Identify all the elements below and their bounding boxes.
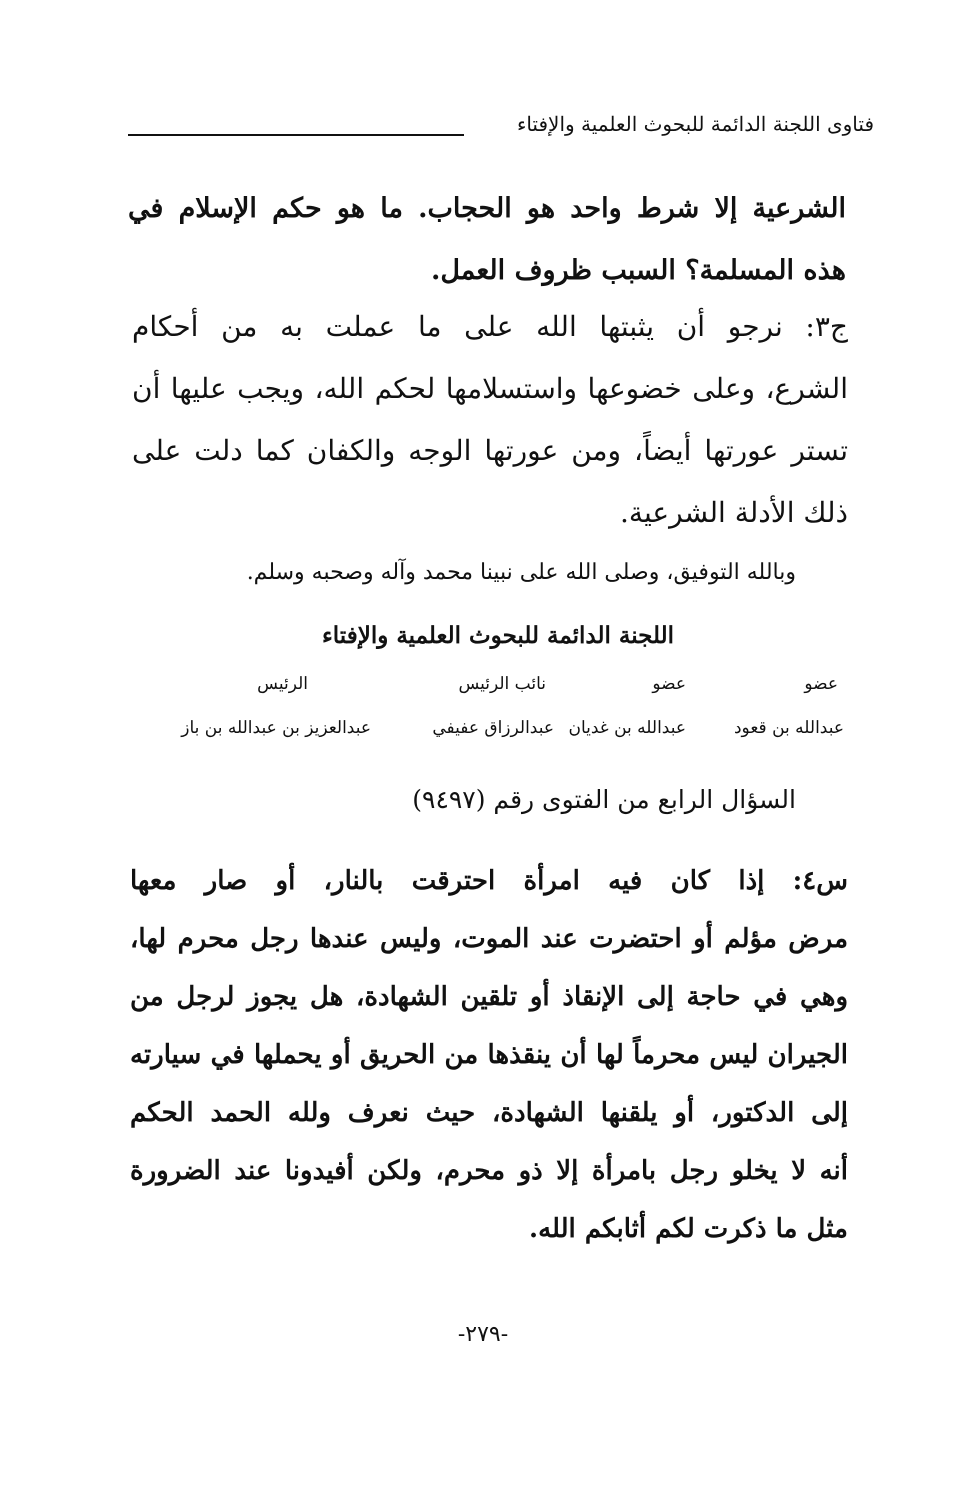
signatory-name: عبدالعزيز بن عبدالله بن باز	[181, 718, 371, 738]
fatwa-reference: السؤال الرابع من الفتوى رقم (٩٤٩٧)	[412, 785, 796, 814]
question-4	[130, 852, 848, 1258]
header-rule	[128, 134, 464, 136]
answer-line: الشرع، وعلى خضوعها واستسلامها لحكم الله، ويجب عليها أن	[132, 372, 848, 405]
question-line: أنه لا يخلو رجل بامرأة إلا ذو محرم، ولكن أفيدونا عند الضرورة	[130, 1156, 848, 1186]
committee-title: اللجنة الدائمة للبحوث العلمية والإفتاء	[321, 622, 675, 649]
question-line: وهي في حاجة إلى الإنقاذ أو تلقين الشهادة، هل يجوز لرجل من	[130, 982, 848, 1012]
signatory-name: عبدالله بن غديان	[568, 718, 686, 738]
header-title: فتاوى اللجنة الدائمة للبحوث العلمية والإفتاء	[516, 112, 874, 136]
page-number: -٢٧٩-	[457, 1322, 509, 1347]
question-line: الشرعية إلا شرط واحد هو الحجاب. ما هو حكم الإسلام في	[128, 193, 846, 224]
running-header	[128, 112, 874, 152]
question-line: هذه المسلمة؟ السبب ظروف العمل.	[430, 255, 846, 286]
signatory-name: عبدالرزاق عفيفي	[432, 718, 554, 738]
answer-line: تستر عورتها أيضاً، ومن عورتها الوجه والكفان كما دلت على	[132, 434, 848, 467]
question-line: مثل ما ذكرت لكم أثابكم الله.	[529, 1214, 848, 1244]
signatory-role: عضو	[804, 674, 838, 694]
question-line: س٤: إذا كان فيه امرأة احترقت بالنار، أو صار معها	[130, 866, 848, 896]
question-line: مرض مؤلم أو احتضرت عند الموت، وليس عندها رجل محرم لها،	[130, 924, 848, 954]
signatory-name: عبدالله بن قعود	[733, 718, 844, 738]
question-line: إلى الدكتور، أو يلقنها الشهادة، حيث نعرف ولله الحمد الحكم	[130, 1098, 848, 1128]
signatory-role: عضو	[652, 674, 686, 694]
answer-3	[132, 296, 848, 544]
answer-line: ذلك الأدلة الشرعية.	[620, 496, 848, 529]
closing-formula: وبالله التوفيق، وصلى الله على نبينا محمد وآله وصحبه وسلم.	[246, 560, 796, 585]
signatory-role: نائب الرئيس	[458, 674, 546, 694]
question-line: الجيران ليس محرماً لها أن ينقذها من الحريق أو يحملها في سيارته	[130, 1040, 848, 1070]
signatory-role: الرئيس	[257, 674, 308, 694]
answer-line: ج٣: نرجو أن يثبتها الله على ما عملت به من أحكام	[132, 310, 848, 343]
question-continuation	[128, 178, 846, 302]
